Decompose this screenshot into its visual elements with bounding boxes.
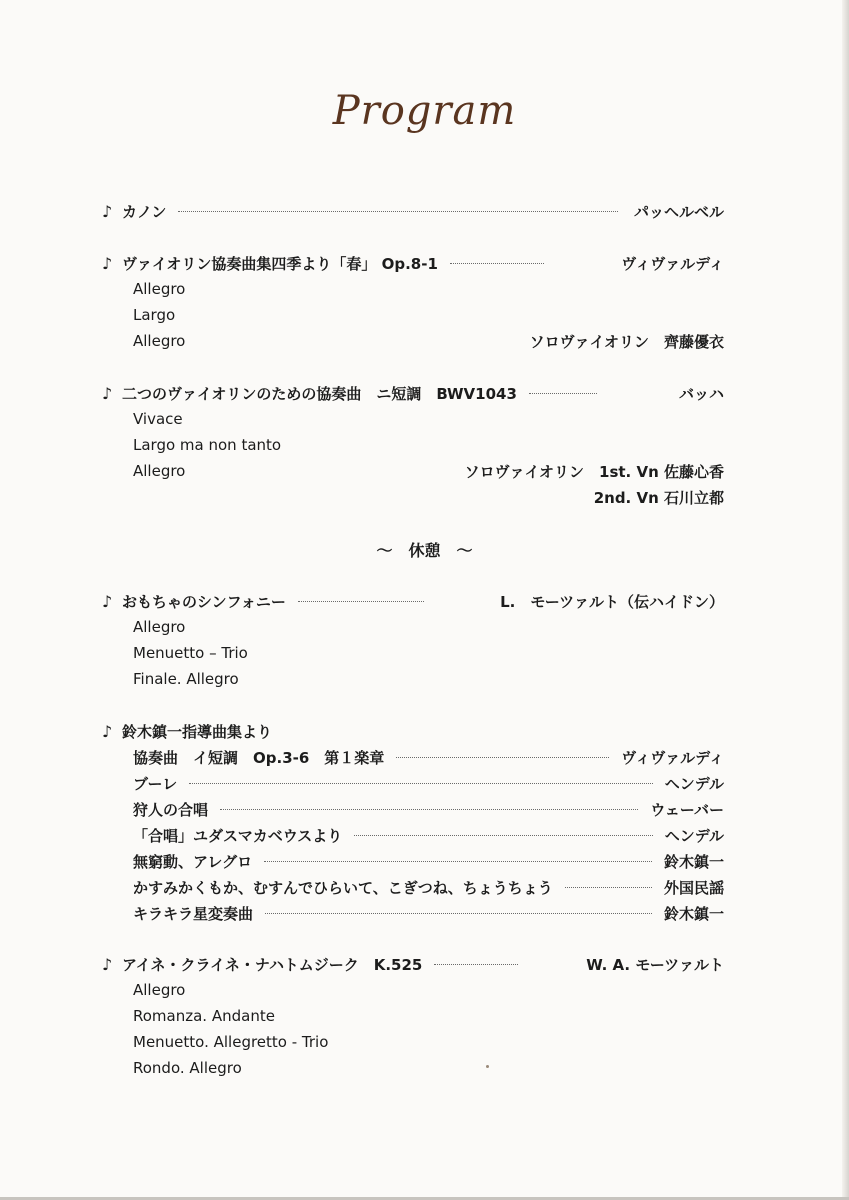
sub-piece-row [133,770,724,796]
dot-leader [265,913,652,914]
music-note-icon: ♪ [102,253,113,273]
sub-piece-row [133,822,724,848]
music-note-icon: ♪ [102,383,113,403]
sub-piece-title: 協奏曲 イ短調 Op.3-6 第１楽章 [133,748,385,767]
sub-piece-title: キラキラ星変奏曲 [133,904,254,923]
music-note-icon: ♪ [102,201,113,221]
movement: Allegro ソロヴァイオリン 齊藤優衣 [133,332,724,351]
composer: ヴィヴァルディ [621,748,724,767]
dot-leader [450,263,544,264]
sub-piece-row [133,848,724,874]
dot-leader [565,887,652,888]
dot-leader [178,211,618,212]
piece-row [102,250,724,276]
piece-row [102,951,724,977]
dot-leader [396,757,609,758]
piece-title: ヴァイオリン協奏曲集四季より「春」 Op.8-1 [122,254,438,273]
piece-title: カノン [122,202,167,221]
sub-piece-row [133,796,724,822]
movement: Menuetto. Allegretto - Trio [133,1033,329,1051]
sub-piece-title: 無窮動、アレグロ [133,852,253,871]
dot-leader [529,393,597,394]
composer: 鈴木鎮一 [663,852,724,871]
piece-title: アイネ・クライネ・ナハトムジーク K.525 [122,955,423,974]
sub-piece-title: かすみかくもか、むすんでひらいて、こぎつね、ちょうちょう [133,878,553,897]
sub-piece-title: 「合唱」ユダスマカベウスより [133,826,343,845]
sub-piece-row [133,744,724,770]
piece-row [102,588,724,614]
movement: Rondo. Allegro [133,1059,242,1077]
music-note-icon: ♪ [102,954,113,974]
soloist: 2nd. Vn 石川立都 [593,488,724,507]
sub-piece-row [133,874,724,900]
composer: L. モーツァルト（伝ハイドン） [500,592,724,611]
dot-leader [220,809,638,810]
page-edge-shadow [842,0,849,1200]
piece-title: 鈴木鎮一指導曲集より [122,722,273,741]
dot-leader [298,601,424,602]
sub-piece-title: ブーレ [133,774,178,793]
piece-row [102,718,724,744]
movement: Largo ma non tanto [133,436,282,454]
composer: 外国民謡 [663,878,724,897]
composer: W. A. モーツァルト [586,955,724,974]
composer: ヴィヴァルディ [621,254,724,273]
movement: Allegro ソロヴァイオリン 1st. Vn 佐藤心香 [133,462,724,481]
intermission-label: ～ 休憩 ～ [376,541,473,560]
movement: Finale. Allegro [133,670,239,688]
dot-leader [354,835,652,836]
soloist-row [133,484,724,510]
movement: Allegro [133,618,186,636]
composer: ウェーバー [650,800,724,819]
piece-row [102,380,724,406]
movement: Largo [133,306,176,324]
soloist: ソロヴァイオリン 1st. Vn 佐藤心香 [464,462,724,481]
composer: ヘンデル [664,826,724,845]
piece-title: 二つのヴァイオリンのための協奏曲 ニ短調 BWV1043 [122,384,517,403]
composer: バッハ [678,384,724,403]
paper-speck [486,1065,489,1068]
dot-leader [189,783,652,784]
dot-leader [434,964,518,965]
movement: Romanza. Andante [133,1007,275,1025]
sub-piece-title: 狩人の合唱 [133,800,209,819]
soloist: ソロヴァイオリン 齊藤優衣 [529,332,724,351]
music-note-icon: ♪ [102,721,113,741]
music-note-icon: ♪ [102,591,113,611]
dot-leader [264,861,652,862]
piece-row [102,198,724,224]
movement: Menuetto – Trio [133,644,248,662]
composer: パッヘルベル [633,202,724,221]
composer: 鈴木鎮一 [663,904,724,923]
sub-piece-row [133,900,724,926]
piece-title: おもちゃのシンフォニー [122,592,286,611]
movement: Allegro [133,280,186,298]
page-title: Program [332,88,517,134]
movement: Vivace [133,410,183,428]
movement: Allegro [133,981,186,999]
composer: ヘンデル [664,774,724,793]
